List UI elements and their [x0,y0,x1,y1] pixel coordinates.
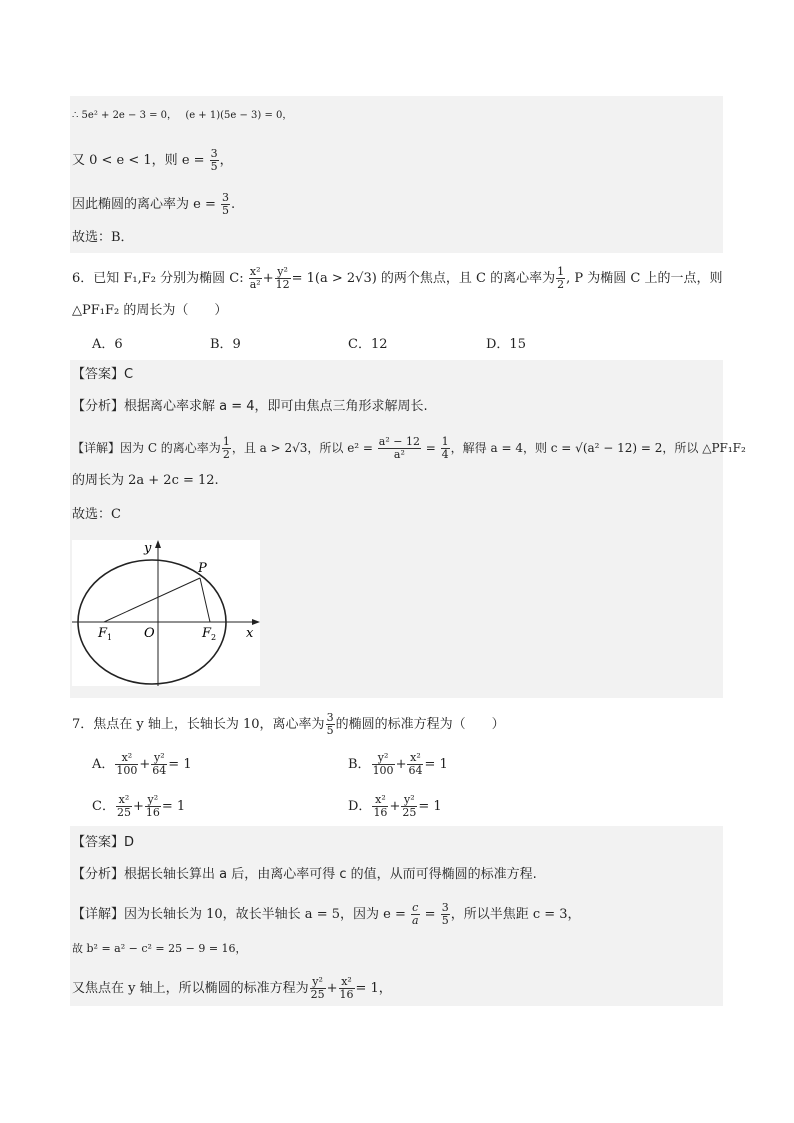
option-b[interactable]: B． $\frac{\text{y²}}{100}$ + $\frac{\text{x²}}{64}$ = 1 [348,751,448,777]
ellipse-figure [72,540,260,686]
label-o: O [144,626,155,641]
detail-7: 【详解】因为长轴长为 10，故长半轴长 a = 5，因为 e = $\frac{c}{a}$ = $\frac{3}{5}$ ，所以半焦距 c = 3， [72,901,581,927]
fraction: $\frac{\text{a² − 12}}{\text{a²}}$ [378,435,420,461]
analysis-7: 【分析】根据长轴长算出 a 后，由离心率可得 c 的值，从而可得椭圆的标准方程. [72,867,537,882]
fraction: $\frac{1}{2}$ [557,265,565,291]
detail-7-c: 又焦点在 y 轴上，所以椭圆的标准方程为 $\frac{\text{y²}}{25}$ + $\frac{\text{x²}}{16}$ = 1， [72,975,392,1001]
fraction: $\frac{\text{y²}}{25}$ [310,975,325,1001]
fraction: $\frac{\text{x²}}{\text{a²}}$ [249,265,261,291]
fraction: $\frac{1}{4}$ [441,435,449,461]
solution-line-range: 又 0 < e < 1，则 e = $\frac{3}{5}$ ， [72,147,233,173]
label-p: P [198,561,207,576]
option-a[interactable]: A．6 [92,337,123,352]
option-a[interactable]: A． $\frac{\text{x²}}{100}$ + $\frac{\text{y²}}{64}$ = 1 [92,751,192,777]
segment-pf1 [104,578,200,622]
option-c[interactable]: C． $\frac{\text{x²}}{25}$ + $\frac{\text{y²}}{16}$ = 1 [92,793,186,819]
fraction: $\frac{3}{5}$ [210,147,218,173]
option-c[interactable]: C．12 [348,337,388,352]
answer-6: 【答案】C [72,367,134,382]
detail-6-cont: 的周长为 2a + 2c = 12. [72,473,219,488]
option-b[interactable]: B．9 [210,337,241,352]
label-f2: F [202,626,212,641]
label-f1: F [98,626,108,641]
detail-6: 【详解】因为 C 的离心率为 $\frac{1}{2}$ ，且 a > 2√3，所以 e² = $\frac{\text{a² − 12}}{\text{a²}}$ = $\frac{1}{4}$ ，解得 a = 4，则 c = √(a² − 12) = 2，所以 △PF₁F₂ [72,435,746,461]
ellipse-diagram [72,540,260,686]
solution-line-choice: 故选：B． [72,230,134,245]
label-x: x [246,626,254,641]
solution-line-eccentricity: 因此椭圆的离心率为 e = $\frac{3}{5}$ . [72,191,236,217]
detail-7-b: 故 b² = a² − c² = 25 − 9 = 16， [72,942,247,955]
solution-line-equation: ∴ 5e² + 2e − 3 = 0， (e + 1)(5e − 3) = 0， [72,110,293,121]
y-axis-arrow [155,540,161,548]
selection-6: 故选：C [72,507,121,522]
option-d[interactable]: D．15 [486,337,526,352]
fraction: $\frac{3}{5}$ [441,901,449,927]
analysis-6: 【分析】根据离心率求解 a = 4，即可由焦点三角形求解周长. [72,399,428,414]
label-y: y [144,541,152,556]
fraction: $\frac{c}{a}$ [411,901,419,927]
label-f2-sub: 2 [211,633,217,642]
question-6-stem: 6．已知 F₁,F₂ 分别为椭圆 C: $\frac{\text{x²}}{\text{a²}}$ + $\frac{\text{y²}}{12}$ = 1(a > 2√3) 的两个焦点，且 C 的离心率为 $\frac{1}{2}$ , P 为椭圆 C 上的一点，则 [72,265,723,291]
fraction: $\frac{\text{x²}}{16}$ [339,975,354,1001]
fraction: $\frac{3}{5}$ [221,191,229,217]
question-7-stem: 7．焦点在 y 轴上，长轴长为 10，离心率为 $\frac{3}{5}$ 的椭圆的标准方程为（ ） [72,711,505,737]
fraction: $\frac{\text{y²}}{12}$ [275,265,290,291]
question-6-stem-cont: △PF₁F₂ 的周长为（ ） [72,303,228,318]
option-d[interactable]: D． $\frac{\text{x²}}{16}$ + $\frac{\text{y²}}{25}$ = 1 [348,793,442,819]
fraction: $\frac{3}{5}$ [326,711,334,737]
segment-pf2 [200,578,210,622]
fraction: $\frac{1}{2}$ [222,435,230,461]
x-axis-arrow [252,619,260,625]
answer-7: 【答案】D [72,835,135,850]
label-f1-sub: 1 [107,633,113,642]
